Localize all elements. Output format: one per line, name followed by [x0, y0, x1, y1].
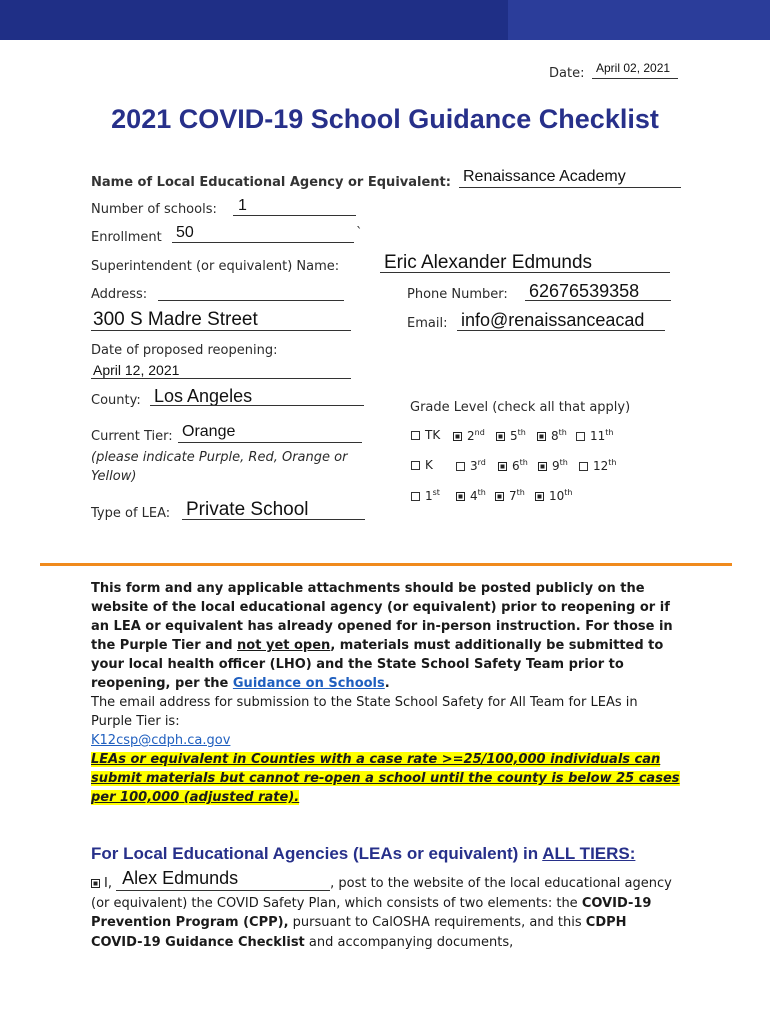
lea-name-value[interactable]: Renaissance Academy [463, 168, 626, 185]
grade-level-label: Grade Level (check all that apply) [410, 400, 631, 415]
schools-label: Number of schools: [91, 202, 217, 217]
grade-12th[interactable]: 12th [579, 458, 617, 473]
superintendent-underline [380, 272, 670, 273]
lea-type-label: Type of LEA: [91, 506, 171, 521]
date-underline [592, 78, 678, 79]
reopen-value[interactable]: April 12, 2021 [93, 362, 180, 378]
grade-12th-checkbox[interactable] [579, 462, 588, 471]
grade-3rd-checkbox[interactable] [456, 462, 465, 471]
grade-2nd-checkbox[interactable] [453, 432, 462, 441]
grade-5th-checkbox[interactable] [496, 432, 505, 441]
grade-1st-checkbox[interactable] [411, 492, 420, 501]
lea-name-underline [459, 187, 681, 188]
signer-value: Alex Edmunds [122, 868, 239, 888]
county-underline [150, 405, 364, 406]
grade-4th-checkbox[interactable] [456, 492, 465, 501]
grade-3rd[interactable]: 3rd [456, 458, 486, 473]
tier-note: (please indicate Purple, Red, Orange or Yellow) [91, 450, 348, 484]
grade-11th-checkbox[interactable] [576, 432, 585, 441]
grade-2nd[interactable]: 2nd [453, 428, 485, 443]
grade-1st[interactable]: 1st [411, 488, 440, 503]
phone-label: Phone Number: [407, 287, 508, 302]
tier-label: Current Tier: [91, 429, 173, 444]
date-label: Date: [549, 66, 585, 81]
all-tiers-paragraph: I, Alex Edmunds , post to the website of the local educational agency (or equivalent) the COVID Safety Plan, which consists of two elements: the COVID-19 Prevention Program (CPP), pursuant to CalOSHA requirements, and this CDPH COVID-19 Guidance Checklist and accompanying documents, [91, 868, 672, 950]
schools-value[interactable]: 1 [238, 197, 247, 214]
email-submission-text: The email address for submission to the State School Safety for All Team for LEAs in Purple Tier is: [91, 695, 638, 729]
tier-underline [178, 442, 362, 443]
all-tiers-heading: For Local Educational Agencies (LEAs or equivalent) in ALL TIERS: [91, 844, 636, 863]
grade-8th-checkbox[interactable] [537, 432, 546, 441]
grade-7th[interactable]: 7th [495, 488, 525, 503]
grade-9th-checkbox[interactable] [538, 462, 547, 471]
enrollment-label: Enrollment [91, 230, 162, 245]
reopen-underline [91, 378, 351, 379]
top-banner [0, 0, 770, 40]
grade-tk-checkbox[interactable] [411, 431, 420, 440]
enrollment-underline [172, 242, 354, 243]
posting-notice: This form and any applicable attachments should be posted publicly on the website of the local educational agency (or equivalent) prior to reopening or if an LEA or equivalent has already opened for in-person instruction. For those in the Purple Tier and not yet open, materials must additionally be submitted to your local health officer (LHO) and the State School Safety Team prior to reopening, per the Guidance on Schools. The email address for submission to the State School Safety for All Team for LEAs in Purple Tier is: K12csp@cdph.ca.gov LEAs or equivalent in Counties with a case rate >=25/100,000 individuals can submit materials but cannot re-open a school until the county is below 25 cases per 100,000 (adjusted rate). [91, 581, 680, 805]
enrollment-tick: ` [356, 226, 363, 241]
grade-8th[interactable]: 8th [537, 428, 567, 443]
county-label: County: [91, 393, 141, 408]
lea-type-underline [182, 519, 365, 520]
top-banner-accent [508, 0, 770, 40]
grade-10th-checkbox[interactable] [535, 492, 544, 501]
address-underline-2 [91, 330, 351, 331]
guidance-on-schools-link[interactable]: Guidance on Schools [232, 676, 385, 691]
page-title: 2021 COVID-19 School Guidance Checklist [111, 104, 659, 134]
all-tiers-link: ALL TIERS: [542, 844, 636, 863]
enrollment-value[interactable]: 50 [176, 224, 194, 241]
county-value[interactable]: Los Angeles [154, 386, 253, 406]
address-underline-1 [158, 300, 344, 301]
schools-underline [233, 215, 356, 216]
lea-type-value[interactable]: Private School [186, 499, 309, 520]
date-value[interactable]: April 02, 2021 [596, 61, 671, 75]
grade-10th[interactable]: 10th [535, 488, 573, 503]
address-label: Address: [91, 287, 148, 302]
phone-underline [525, 300, 671, 301]
k12csp-email-link[interactable]: K12csp@cdph.ca.gov [91, 733, 231, 748]
grade-k-checkbox[interactable] [411, 461, 420, 470]
tier-value[interactable]: Orange [182, 423, 236, 440]
lea-name-label: Name of Local Educational Agency or Equivalent: [91, 175, 451, 190]
address-value[interactable]: 300 S Madre Street [93, 309, 258, 330]
grade-7th-checkbox[interactable] [495, 492, 504, 501]
grade-6th[interactable]: 6th [498, 458, 528, 473]
email-label: Email: [407, 316, 448, 331]
email-value[interactable]: info@renaissanceacad [461, 310, 645, 330]
grade-6th-checkbox[interactable] [498, 462, 507, 471]
grade-k[interactable]: K [411, 458, 433, 472]
superintendent-label: Superintendent (or equivalent) Name: [91, 259, 340, 274]
reopen-label: Date of proposed reopening: [91, 343, 278, 358]
superintendent-value[interactable]: Eric Alexander Edmunds [384, 252, 593, 273]
attest-checkbox[interactable] [91, 879, 100, 888]
grade-11th[interactable]: 11th [576, 428, 614, 443]
signer-field[interactable] [116, 868, 330, 891]
grade-5th[interactable]: 5th [496, 428, 526, 443]
email-underline [457, 330, 665, 331]
grade-tk[interactable]: TK [411, 428, 440, 442]
case-rate-highlight: LEAs or equivalent in Counties with a case rate >=25/100,000 individuals can submit materials but cannot re-open a school until the county is below 25 cases per 100,000 (adjusted rate). [91, 752, 680, 805]
section-divider [40, 563, 732, 566]
phone-value[interactable]: 62676539358 [529, 281, 640, 301]
grade-9th[interactable]: 9th [538, 458, 568, 473]
not-yet-open-text: not yet open [237, 638, 331, 653]
grade-4th[interactable]: 4th [456, 488, 486, 503]
